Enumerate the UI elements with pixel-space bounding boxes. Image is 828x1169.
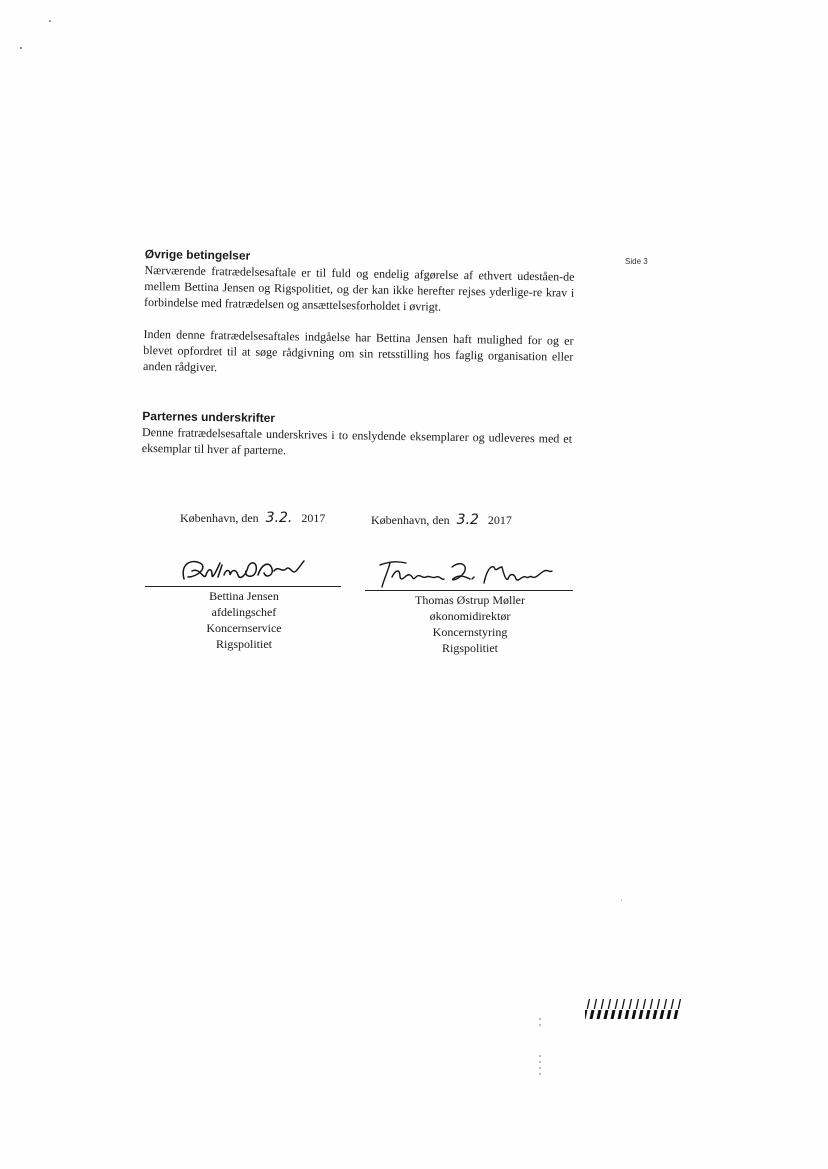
left-signatory-block	[170, 588, 318, 652]
right-date-line	[371, 512, 512, 528]
right-signatory-organization: Rigspolitiet	[441, 641, 498, 655]
right-place: København, den	[371, 513, 450, 527]
right-signature-line	[365, 590, 573, 591]
left-year: 2017	[301, 511, 326, 525]
left-place: København, den	[180, 511, 259, 525]
left-signatory-organization: Rigspolitiet	[215, 637, 272, 651]
scanner-barcode	[585, 998, 689, 1020]
left-signature-line	[145, 586, 341, 587]
section-heading-signatures: Parternes underskrifter	[142, 408, 276, 426]
right-date-handwritten: 3.2	[456, 512, 479, 528]
left-signatory-name: Bettina Jensen	[209, 589, 279, 603]
left-signatory-title: afdelingschef	[211, 605, 277, 619]
right-year: 2017	[487, 513, 512, 527]
left-signature	[178, 553, 308, 589]
section-heading-other-terms: Øvrige betingelser	[144, 246, 251, 263]
right-signatory-title: økonomidirektør	[429, 609, 511, 623]
scan-artifact	[539, 1018, 541, 1030]
right-signatory-name: Thomas Østrup Møller	[415, 593, 525, 607]
right-signatory-block	[390, 592, 550, 656]
paragraph-advice: Inden denne fratrædelsesaftales indgåelse har Bettina Jensen haft mulighed for og er blevet opfordret til at søge rådgivning om sin retsstilling hos faglig organisation eller anden rådgiver.	[143, 326, 574, 375]
scan-artifact	[539, 1055, 541, 1075]
paragraph-copies: Denne fratrædelsesaftale underskrives i to enslydende eksemplarer og udleveres med et eksemplar til hver af parterne.	[141, 424, 573, 458]
left-date-handwritten: 3.2.	[265, 510, 293, 526]
left-date-line	[180, 510, 325, 526]
page-number: Side 3	[625, 257, 648, 266]
paragraph-final-settlement: Nærværende fratrædelsesaftale er til fuld og endelig afgørelse af ethvert udeståen-de mellem Bettina Jensen og Rigspolitiet, og der kan ikke herefter rejses yderlige-re krav i forbindelse med fratrædelsen og ansættelsesforholdet i øvrigt.	[144, 262, 575, 314]
right-signature	[376, 557, 556, 591]
right-signatory-department: Koncernstyring	[432, 625, 508, 639]
left-signatory-department: Koncernservice	[206, 621, 282, 635]
